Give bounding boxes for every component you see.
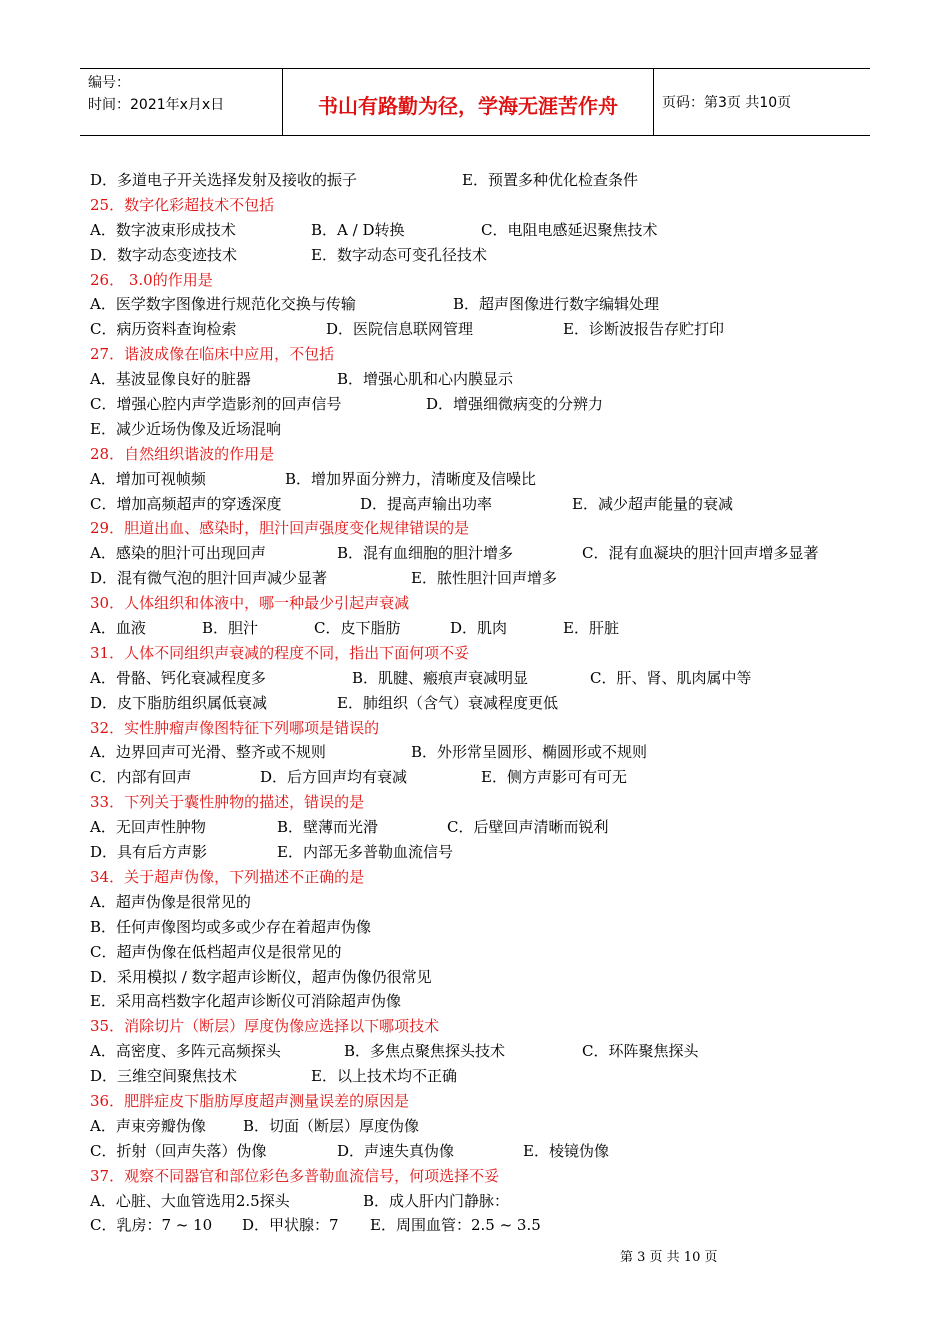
answer-option: D．甲状腺：7 [242, 1216, 339, 1235]
option-row [90, 740, 870, 765]
answer-option: A．医学数字图像进行规范化交换与传输 [90, 295, 356, 314]
answer-option: E．侧方声影可有可无 [481, 768, 627, 787]
answer-option: A．增加可视帧频 [90, 469, 206, 488]
answer-option: D．增强细微病变的分辨力 [426, 395, 604, 414]
option-row [90, 218, 870, 243]
answer-option: C．病历资料查询检索 [90, 320, 237, 339]
answer-option: A．声束旁瓣伪像 [90, 1116, 206, 1135]
answer-option: D．提高声输出功率 [360, 494, 493, 513]
answer-option: E．内部无多普勒血流信号 [277, 843, 453, 862]
answer-option: E．采用高档数字化超声诊断仪可消除超声伪像 [90, 992, 401, 1011]
answer-option: E．肝脏 [563, 619, 619, 638]
option-row [90, 1114, 870, 1139]
option-row [90, 666, 870, 691]
time-label: 时间：2021年x月x日 [88, 97, 225, 113]
question-stem: 36．肥胖症皮下脂肪厚度超声测量误差的原因是 [90, 1091, 410, 1110]
answer-option: B．多焦点聚焦探头技术 [344, 1042, 506, 1061]
question-stem: 28．自然组织谐波的作用是 [90, 444, 275, 463]
header-page-info: 页码：第3页 共10页 [662, 95, 792, 111]
answer-option: D．具有后方声影 [90, 843, 208, 862]
answer-option: B．胆汁 [202, 619, 259, 638]
option-row [90, 467, 870, 492]
option-row [90, 243, 870, 268]
option-row [90, 840, 870, 865]
option-row [90, 691, 870, 716]
answer-option: E．预置多种优化检查条件 [462, 171, 638, 189]
question-stem: 26． 3.0的作用是 [90, 270, 213, 289]
answer-option: B．超声图像进行数字编辑处理 [453, 295, 660, 314]
option-row [90, 317, 870, 342]
option-row [90, 541, 870, 566]
answer-option: E．减少近场伪像及近场混响 [90, 419, 281, 438]
option-row [90, 616, 870, 641]
answer-option: A．高密度、多阵元高频探头 [90, 1042, 281, 1061]
question-stem: 35．消除切片（断层）厚度伪像应选择以下哪项技术 [90, 1017, 440, 1036]
question-stem: 33．下列关于囊性肿物的描述，错误的是 [90, 793, 365, 812]
answer-option: A．骨骼、钙化衰减程度多 [90, 668, 266, 687]
answer-option: D．医院信息联网管理 [326, 320, 474, 339]
answer-option: D．多道电子开关选择发射及接收的振子 [90, 171, 358, 189]
question-stem: 32．实性肿瘤声像图特征下列哪项是错误的 [90, 718, 380, 737]
question-content [90, 168, 870, 1238]
answer-option: C．乳房：7 ~ 10 [90, 1216, 213, 1235]
answer-option: C．皮下脂肪 [314, 619, 401, 638]
header-motto: 书山有路勤为径，学海无涯苦作舟 [283, 69, 654, 135]
answer-option: B．增强心肌和心内膜显示 [337, 370, 514, 389]
option-row [90, 392, 870, 417]
option-row [90, 292, 870, 317]
question-stem: 37．观察不同器官和部位彩色多普勒血流信号，何项选择不妥 [90, 1166, 500, 1185]
option-row [90, 367, 870, 392]
answer-option: C．折射（回声失落）伪像 [90, 1141, 267, 1160]
option-row [90, 1213, 870, 1238]
answer-option: D．声速失真伪像 [337, 1141, 455, 1160]
answer-option: E．数字动态可变孔径技术 [311, 245, 487, 264]
answer-option: A．心脏、大血管选用2.5探头 [90, 1191, 290, 1210]
answer-option: A．基波显像良好的脏器 [90, 370, 251, 389]
answer-option: E．以上技术均不正确 [311, 1067, 457, 1086]
answer-option: B．切面（断层）厚度伪像 [243, 1116, 420, 1135]
option-row [90, 915, 870, 940]
answer-option: B．壁薄而光滑 [277, 818, 379, 837]
answer-option: E．减少超声能量的衰减 [572, 494, 733, 513]
answer-option: C．环阵聚焦探头 [582, 1042, 699, 1061]
answer-option: A．数字波束形成技术 [90, 220, 236, 239]
answer-option: E．周围血管：2.5 ~ 3.5 [370, 1216, 541, 1235]
page-header [80, 68, 870, 136]
answer-option: B．肌腱、瘢痕声衰减明显 [352, 668, 529, 687]
option-row [90, 815, 870, 840]
option-row [90, 765, 870, 790]
answer-option: A．血液 [90, 619, 146, 638]
answer-option: D．数字动态变迹技术 [90, 245, 238, 264]
header-left [80, 69, 283, 135]
answer-option: C．内部有回声 [90, 768, 192, 787]
question-stem: 25．数字化彩超技术不包括 [90, 195, 275, 214]
answer-option: B．外形常呈圆形、椭圆形或不规则 [411, 743, 648, 762]
answer-option: C．后壁回声清晰而锐利 [447, 818, 609, 837]
answer-option: A．边界回声可光滑、整齐或不规则 [90, 743, 326, 762]
option-row [90, 1139, 870, 1164]
answer-option: D．混有微气泡的胆汁回声减少显著 [90, 569, 328, 588]
answer-option: B．混有血细胞的胆汁增多 [337, 544, 514, 563]
option-row [90, 890, 870, 915]
question-stem: 31．人体不同组织声衰减的程度不同，指出下面何项不妥 [90, 643, 470, 662]
option-row [90, 1064, 870, 1089]
option-row [90, 168, 870, 193]
option-row [90, 965, 870, 990]
option-row [90, 1189, 870, 1214]
answer-option: A．超声伪像是很常见的 [90, 892, 251, 911]
answer-option: B．任何声像图均或多或少存在着超声伪像 [90, 917, 372, 936]
answer-option: D．后方回声均有衰减 [260, 768, 408, 787]
option-row [90, 940, 870, 965]
answer-option: C．增加高频超声的穿透深度 [90, 494, 282, 513]
answer-option: B．增加界面分辨力，清晰度及信噪比 [285, 469, 537, 488]
code-label: 编号： [88, 75, 130, 91]
answer-option: D．三维空间聚焦技术 [90, 1067, 238, 1086]
answer-option: D．肌肉 [450, 619, 508, 638]
answer-option: D．皮下脂肪组织属低衰减 [90, 693, 268, 712]
answer-option: E．诊断波报告存贮打印 [563, 320, 724, 339]
answer-option: C．超声伪像在低档超声仪是很常见的 [90, 942, 342, 961]
answer-option: B．成人肝内门静脉： [363, 1191, 510, 1210]
option-row [90, 566, 870, 591]
answer-option: C．混有血凝块的胆汁回声增多显著 [582, 544, 819, 563]
question-stem: 27．谐波成像在临床中应用，不包括 [90, 345, 335, 364]
answer-option: C．电阻电感延迟聚焦技术 [481, 220, 658, 239]
answer-option: C．增强心腔内声学造影剂的回声信号 [90, 395, 342, 414]
answer-option: A．无回声性肿物 [90, 818, 206, 837]
answer-option: E．肺组织（含气）衰减程度更低 [337, 693, 558, 712]
page-footer: 第 3 页 共 10 页 [620, 1250, 718, 1265]
option-row [90, 492, 870, 517]
option-row [90, 417, 870, 442]
option-row [90, 989, 870, 1014]
question-stem: 34．关于超声伪像，下列描述不正确的是 [90, 867, 365, 886]
answer-option: E．脓性胆汁回声增多 [411, 569, 557, 588]
option-row [90, 1039, 870, 1064]
answer-option: C．肝、肾、肌肉属中等 [590, 668, 752, 687]
question-stem: 29．胆道出血、感染时，胆汁回声强度变化规律错误的是 [90, 519, 470, 538]
answer-option: D．采用模拟 / 数字超声诊断仪，超声伪像仍很常见 [90, 967, 432, 986]
answer-option: E．棱镜伪像 [523, 1141, 609, 1160]
question-stem: 30．人体组织和体液中，哪一种最少引起声衰减 [90, 594, 410, 613]
answer-option: A．感染的胆汁可出现回声 [90, 544, 266, 563]
answer-option: B．A / D转换 [311, 220, 405, 239]
